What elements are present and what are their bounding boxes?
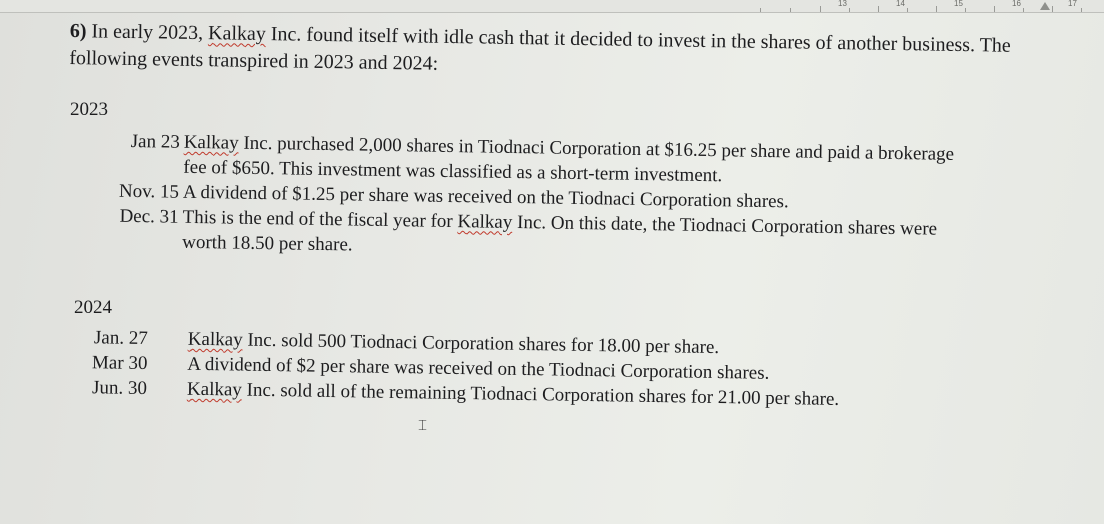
events-list-2024 xyxy=(79,325,980,414)
question-text: In early 2023, xyxy=(91,20,204,45)
question-paragraph xyxy=(69,18,1050,87)
ruler-number: 16 xyxy=(1012,0,1021,8)
year-heading-2024: 2024 xyxy=(74,297,112,318)
ruler-number: 15 xyxy=(954,0,963,8)
spelling-flagged-word: Kalkay xyxy=(457,211,513,233)
spelling-flagged-word: Kalkay xyxy=(207,22,267,46)
question-number: 6) xyxy=(69,19,87,43)
event-description: A dividend of $2 per share was received on the Tiodnaci Corporation shares. xyxy=(187,353,770,384)
event-date: Mar 30 xyxy=(91,352,148,375)
ruler-number: 13 xyxy=(838,0,847,8)
event-date: Jan. 27 xyxy=(93,327,148,350)
event-date: Dec. 31 xyxy=(119,205,179,228)
event-text: Inc. sold 500 Tiodnaci Corporation shares for 18.00 per share. xyxy=(247,329,720,359)
question-text: Inc. found itself with idle cash that it decided to invest in the shares of another business. The following events transpired in 2023 and 2024: xyxy=(69,23,1011,75)
year-heading-2023: 2023 xyxy=(70,99,108,120)
text-cursor-icon: ⌶ xyxy=(418,416,428,434)
event-text: This is the end of the fiscal year for xyxy=(182,206,453,233)
events-list-2023 xyxy=(68,128,970,267)
ruler-number: 17 xyxy=(1068,0,1077,8)
event-description: A dividend of $1.25 per share was received on the Tiodnaci Corporation shares. xyxy=(182,181,789,213)
spelling-flagged-word: Kalkay xyxy=(183,131,239,154)
event-text: Inc. On this date, the Tiodnaci Corporation shares were worth 18.50 per share. xyxy=(182,212,938,256)
ruler-number: 14 xyxy=(896,0,905,8)
event-date: Nov. 15 xyxy=(118,180,180,203)
event-date: Jun. 30 xyxy=(91,377,148,400)
event-date: Jan 23 xyxy=(130,130,180,153)
event-text: Inc. sold all of the remaining Tiodnaci Corporation shares for 21.00 per share. xyxy=(246,379,840,410)
event-text: Inc. purchased 2,000 shares in Tiodnaci Corporation at $16.25 per share and paid a brokerage fee of $650. This investment was classified as a short-term investment. xyxy=(183,132,955,187)
spelling-flagged-word: Kalkay xyxy=(187,328,243,351)
spelling-flagged-word: Kalkay xyxy=(186,378,243,401)
